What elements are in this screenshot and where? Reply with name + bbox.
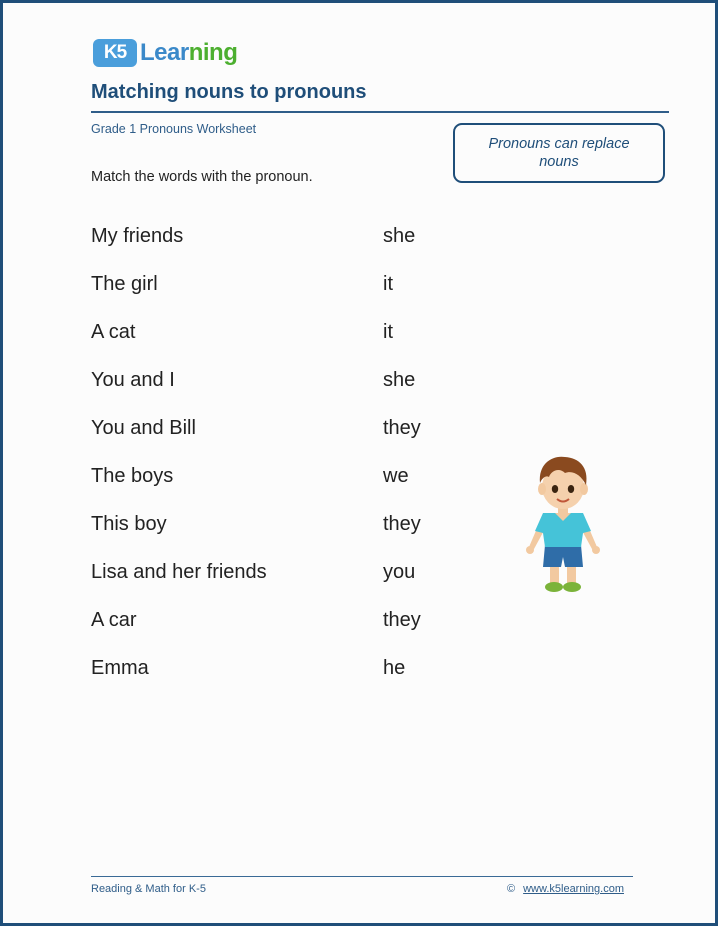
- pronoun-text: she: [383, 369, 416, 391]
- worksheet-subtitle: Grade 1 Pronouns Worksheet: [91, 122, 257, 136]
- noun-text: You and Bill: [91, 417, 196, 439]
- pronoun-text: she: [383, 225, 416, 247]
- pronoun-text: they: [383, 609, 421, 631]
- noun-text: This boy: [91, 513, 167, 535]
- noun-text: The girl: [91, 273, 158, 295]
- pronoun-text: it: [383, 273, 393, 295]
- copyright-symbol: ©: [507, 883, 516, 895]
- noun-text: A car: [91, 609, 137, 631]
- noun-text: A cat: [91, 321, 136, 343]
- noun-text: Lisa and her friends: [91, 561, 267, 583]
- noun-text: The boys: [91, 465, 174, 487]
- noun-text: My friends: [91, 225, 184, 247]
- footer-url-link[interactable]: www.k5learning.com: [523, 883, 624, 895]
- pronoun-text: it: [383, 321, 393, 343]
- noun-text: You and I: [91, 369, 175, 391]
- footer-credit: [507, 883, 624, 895]
- k5-learning-logo[interactable]: [93, 37, 237, 69]
- pronoun-text: he: [383, 657, 406, 679]
- noun-text: Emma: [91, 657, 149, 679]
- boy-illustration: [521, 453, 605, 599]
- page-title: Matching nouns to pronouns: [91, 81, 367, 103]
- logo-mark: K5: [93, 39, 137, 67]
- footer-divider: [91, 876, 633, 877]
- logo-wordmark: Learning: [140, 39, 238, 66]
- footer-tagline: Reading & Math for K-5: [91, 883, 206, 895]
- tip-box: Pronouns can replace nouns: [453, 123, 665, 183]
- pronoun-text: they: [383, 513, 421, 535]
- pronoun-text: they: [383, 417, 421, 439]
- instructions: Match the words with the pronoun.: [91, 169, 313, 185]
- pronoun-text: we: [383, 465, 409, 487]
- title-divider: [91, 111, 669, 113]
- pronoun-text: you: [383, 561, 416, 583]
